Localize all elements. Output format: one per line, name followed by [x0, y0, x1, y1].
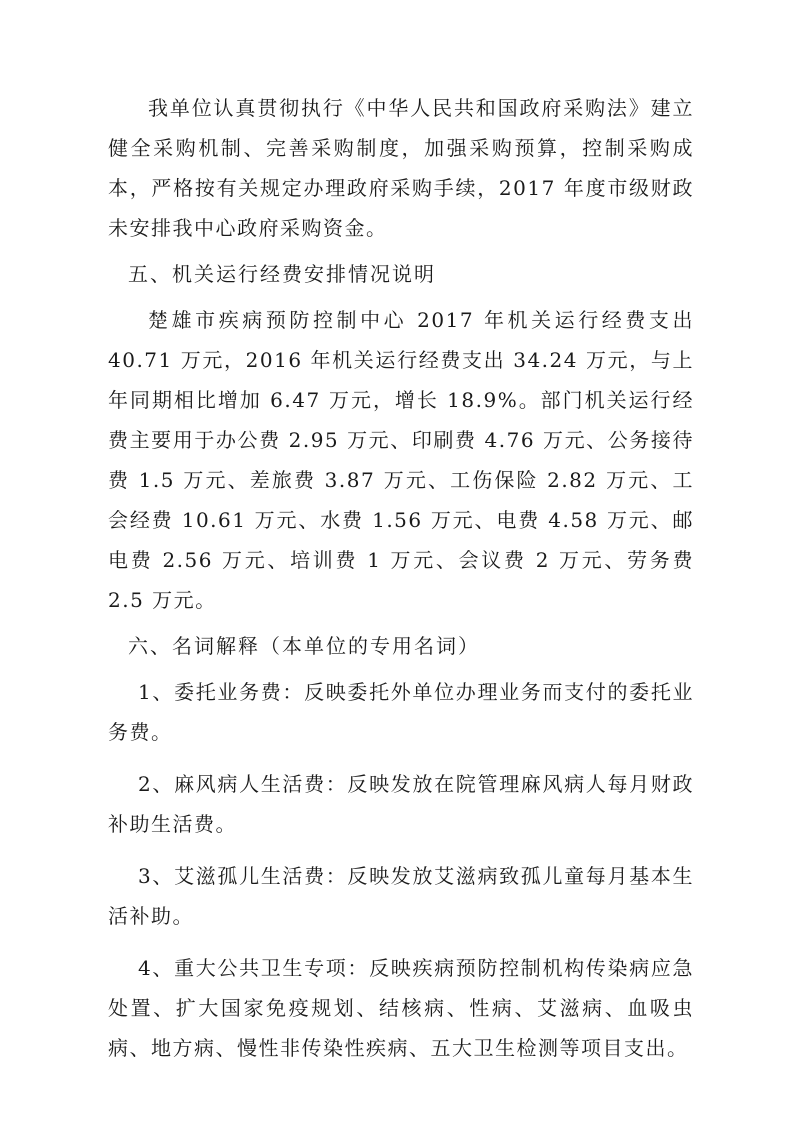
term-item-aids-orphan-living-allowance: 3、艾滋孤儿生活费：反映发放艾滋病致孤儿童每月基本生活补助。	[108, 864, 694, 928]
term-item-major-public-health-project: 4、重大公共卫生专项：反映疾病预防控制机构传染病应急处置、扩大国家免疫规划、结核病、性病、艾滋病、血吸虫病、地方病、慢性非传染性疾病、五大卫生检测等项目支出。	[108, 956, 694, 1060]
section-6-heading: 六、名词解释（本单位的专用名词）	[128, 634, 480, 658]
term-item-leprosy-living-allowance: 2、麻风病人生活费：反映发放在院管理麻风病人每月财政补助生活费。	[108, 772, 694, 836]
procurement-paragraph: 我单位认真贯彻执行《中华人民共和国政府采购法》建立健全采购机制、完善采购制度，加强采购预算，控制采购成本，严格按有关规定办理政府采购手续，2017 年度市级财政未安排我中心政府采购资金。	[108, 96, 694, 240]
document-body	[108, 88, 694, 1068]
term-item-entrusted-business-fee: 1、委托业务费：反映委托外单位办理业务而支付的委托业务费。	[108, 680, 694, 744]
section-5-body: 楚雄市疾病预防控制中心 2017 年机关运行经费支出 40.71 万元，2016 年机关运行经费支出 34.24 万元，与上年同期相比增加 6.47 万元，增长 18.9%。部门机关运行经费主要用于办公费 2.95 万元、印刷费 4.76 万元、公务接待费 1.5 万元、差旅费 3.87 万元、工伤保险 2.82 万元、工会经费 10.61 万元、水费 1.56 万元、电费 4.58 万元、邮电费 2.56 万元、培训费 1 万元、会议费 2 万元、劳务费 2.5 万元。	[108, 308, 694, 612]
section-5-heading: 五、机关运行经费安排情况说明	[128, 262, 436, 286]
